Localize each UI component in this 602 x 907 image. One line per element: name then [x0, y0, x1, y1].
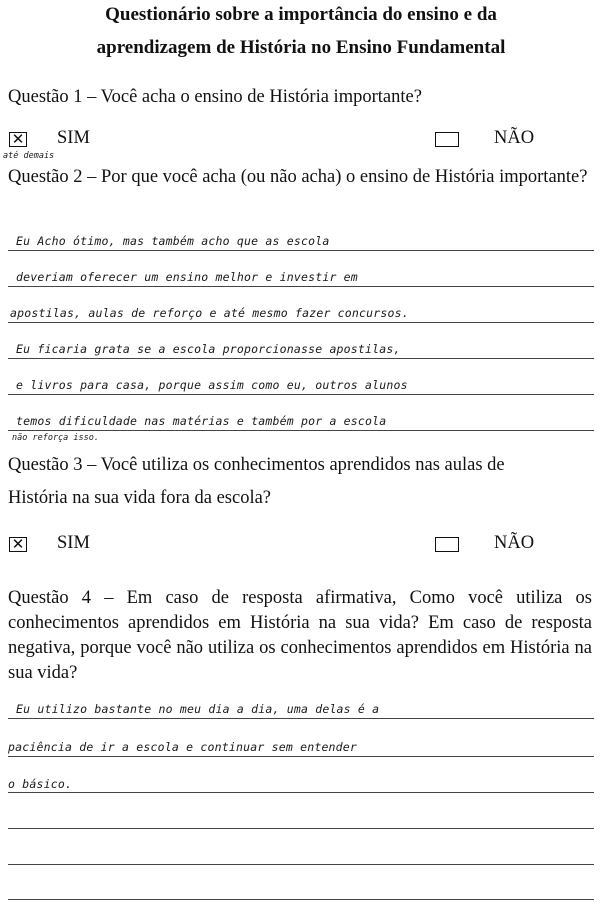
q2-answer-line-6: temos dificuldade nas matérias e também por a escola	[16, 414, 387, 428]
question-3-line-2: História na sua vida fora da escola?	[8, 488, 272, 508]
q3-nao-checkbox[interactable]	[435, 537, 459, 552]
document-title-line1: Questionário sobre a importância do ensino e da	[105, 4, 497, 25]
document-title-line2: aprendizagem de História no Ensino Fundamental	[96, 37, 506, 58]
question-1-text: Questão 1 – Você acha o ensino de História importante?	[8, 87, 422, 107]
q2-answer-rule	[8, 430, 594, 431]
q1-nao-checkbox[interactable]	[435, 132, 459, 147]
q2-answer-rule	[8, 322, 594, 323]
question-2-text: Questão 2 – Por que você acha (ou não acha) o ensino de História importante?	[8, 167, 588, 187]
q4-answer-line-2: paciência de ir a escola e continuar sem entender	[8, 740, 358, 754]
q2-answer-continuation: não reforça isso.	[12, 433, 99, 443]
q1-sim-checkbox[interactable]	[9, 132, 27, 147]
q1-nao-label: NÃO	[494, 128, 535, 148]
q2-answer-line-3: apostilas, aulas de reforço e até mesmo fazer concursos.	[10, 306, 409, 320]
q4-answer-rule	[8, 899, 594, 900]
x-mark-icon: ✕	[11, 130, 25, 148]
q3-nao-label: NÃO	[494, 533, 535, 553]
q2-answer-rule	[8, 286, 594, 287]
q2-answer-rule	[8, 358, 594, 359]
question-3-line-1: Questão 3 – Você utiliza os conhecimentos aprendidos nas aulas de	[8, 455, 505, 475]
q4-answer-rule	[8, 792, 594, 793]
q4-answer-rule	[8, 718, 594, 719]
q2-answer-line-4: Eu ficaria grata se a escola proporcionasse apostilas,	[16, 342, 401, 356]
q2-answer-rule	[8, 250, 594, 251]
q4-answer-rule	[8, 828, 594, 829]
q1-handwritten-note: até demais	[3, 151, 55, 161]
q2-answer-rule	[8, 394, 594, 395]
q4-answer-line-1: Eu utilizo bastante no meu dia a dia, uma delas é a	[16, 702, 380, 716]
q2-answer-line-5: e livros para casa, porque assim como eu, outros alunos	[16, 378, 408, 392]
q3-sim-checkbox[interactable]	[9, 537, 27, 552]
q4-answer-rule	[8, 864, 594, 865]
question-4-text: Questão 4 – Em caso de resposta afirmativa, Como você utiliza os conhecimentos aprendidos em História na sua vida? Em caso de resposta negativa, porque você não utiliza os conhecimentos aprendidos em História na sua vida?	[8, 588, 592, 683]
q4-answer-line-3: o básico.	[8, 777, 73, 791]
x-mark-icon: ✕	[11, 535, 25, 553]
q2-answer-line-1: Eu Acho ótimo, mas também acho que as escola	[16, 234, 330, 248]
q2-answer-line-2: deveriam oferecer um ensino melhor e investir em	[16, 270, 358, 284]
q3-sim-label: SIM	[57, 533, 90, 553]
q4-answer-rule	[8, 756, 594, 757]
q1-sim-label: SIM	[57, 128, 90, 148]
